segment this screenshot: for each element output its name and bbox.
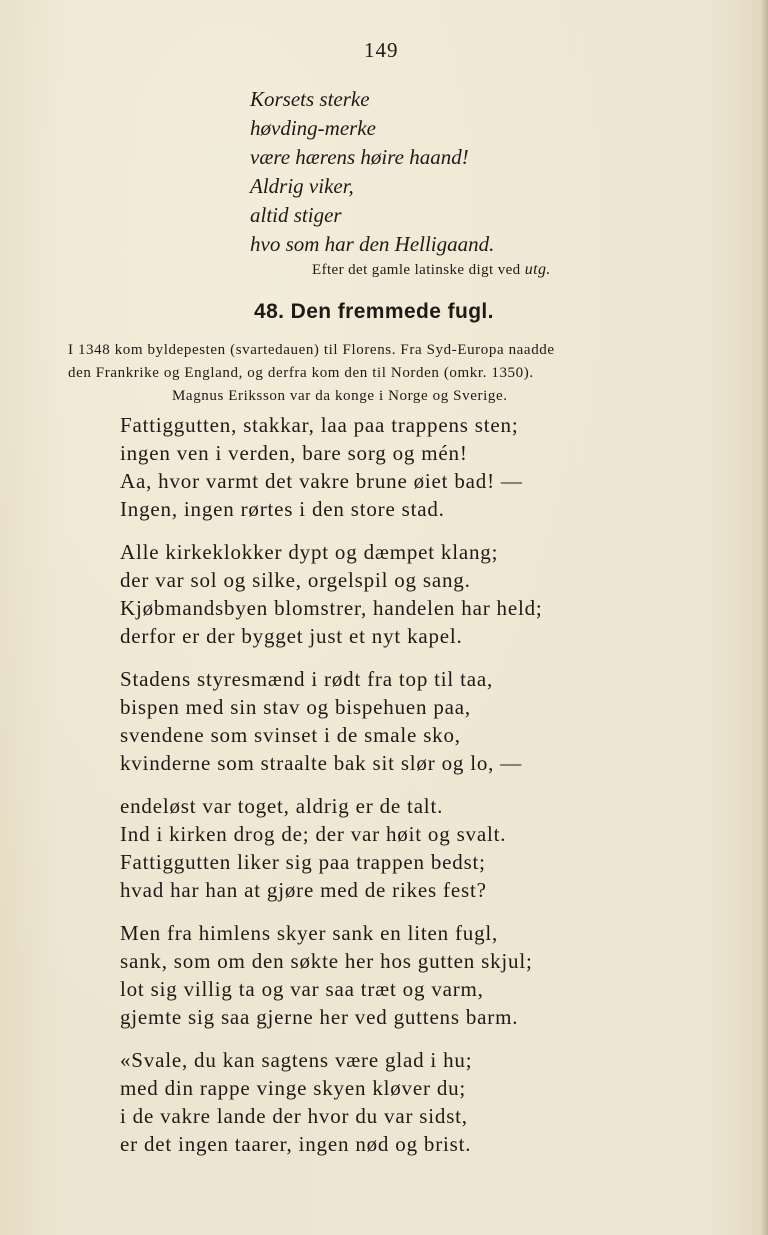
verse-line: kvinderne som straalte bak sit slør og lo, — — [120, 751, 523, 775]
verse-line: sank, som om den søkte her hos gutten skjul; — [120, 949, 533, 973]
verse-line: der var sol og silke, orgelspil og sang. — [120, 568, 471, 592]
verse-line: hvad har han at gjøre med de rikes fest? — [120, 878, 487, 902]
verse-line: Fattiggutten, stakkar, laa paa trappens sten; — [120, 413, 519, 437]
motto-source-text: Efter det gamle latinske digt ved — [312, 262, 521, 278]
page-number: 149 — [364, 38, 399, 62]
poem-number: 48. — [254, 300, 285, 323]
motto-source — [312, 261, 551, 279]
verse-line: Stadens styresmænd i rødt fra top til taa, — [120, 667, 494, 691]
verse-line: «Svale, du kan sagtens være glad i hu; — [120, 1048, 473, 1072]
verse-line: gjemte sig saa gjerne her ved guttens barm. — [120, 1005, 519, 1029]
verse-line: derfor er der bygget just et nyt kapel. — [120, 624, 463, 648]
verse-line: endeløst var toget, aldrig er de talt. — [120, 794, 444, 818]
verse-line: Fattiggutten liker sig paa trappen bedst; — [120, 850, 486, 874]
verse-line: med din rappe vinge skyen kløver du; — [120, 1076, 467, 1100]
motto-source-abbrev: utg. — [524, 261, 551, 278]
motto-line: Aldrig viker, — [250, 174, 354, 198]
verse-line: Alle kirkeklokker dypt og dæmpet klang; — [120, 540, 499, 564]
motto-line: være hærens høire haand! — [250, 145, 469, 169]
intro-line: Magnus Eriksson var da konge i Norge og Sverige. — [172, 388, 508, 404]
verse-line: bispen med sin stav og bispehuen paa, — [120, 695, 471, 719]
verse-line: er det ingen taarer, ingen nød og brist. — [120, 1132, 472, 1156]
verse-line: ingen ven i verden, bare sorg og mén! — [120, 441, 468, 465]
verse-line: Ingen, ingen rørtes i den store stad. — [120, 497, 445, 521]
poem-title: Den fremmede fugl. — [290, 300, 494, 323]
motto-line: altid stiger — [250, 203, 342, 227]
verse-line: Ind i kirken drog de; der var høit og svalt. — [120, 822, 507, 846]
motto-line: Korsets sterke — [250, 87, 370, 111]
verse-line: Aa, hvor varmt det vakre brune øiet bad! — — [120, 469, 523, 493]
verse-line: svendene som svinset i de smale sko, — [120, 723, 461, 747]
intro-line: I 1348 kom byldepesten (svartedauen) til Florens. Fra Syd-Europa naadde — [68, 342, 555, 358]
verse-line: i de vakre lande der hvor du var sidst, — [120, 1104, 468, 1128]
verse-line: Kjøbmandsbyen blomstrer, handelen har held; — [120, 596, 543, 620]
verse-line: Men fra himlens skyer sank en liten fugl, — [120, 921, 499, 945]
page-edge-shadow — [760, 0, 768, 1235]
motto-line: høvding-merke — [250, 116, 376, 140]
intro-line: den Frankrike og England, og derfra kom den til Norden (omkr. 1350). — [68, 365, 534, 381]
motto-line: hvo som har den Helligaand. — [250, 232, 495, 256]
poem-heading — [254, 300, 494, 324]
verse-line: lot sig villig ta og var saa træt og varm, — [120, 977, 484, 1001]
